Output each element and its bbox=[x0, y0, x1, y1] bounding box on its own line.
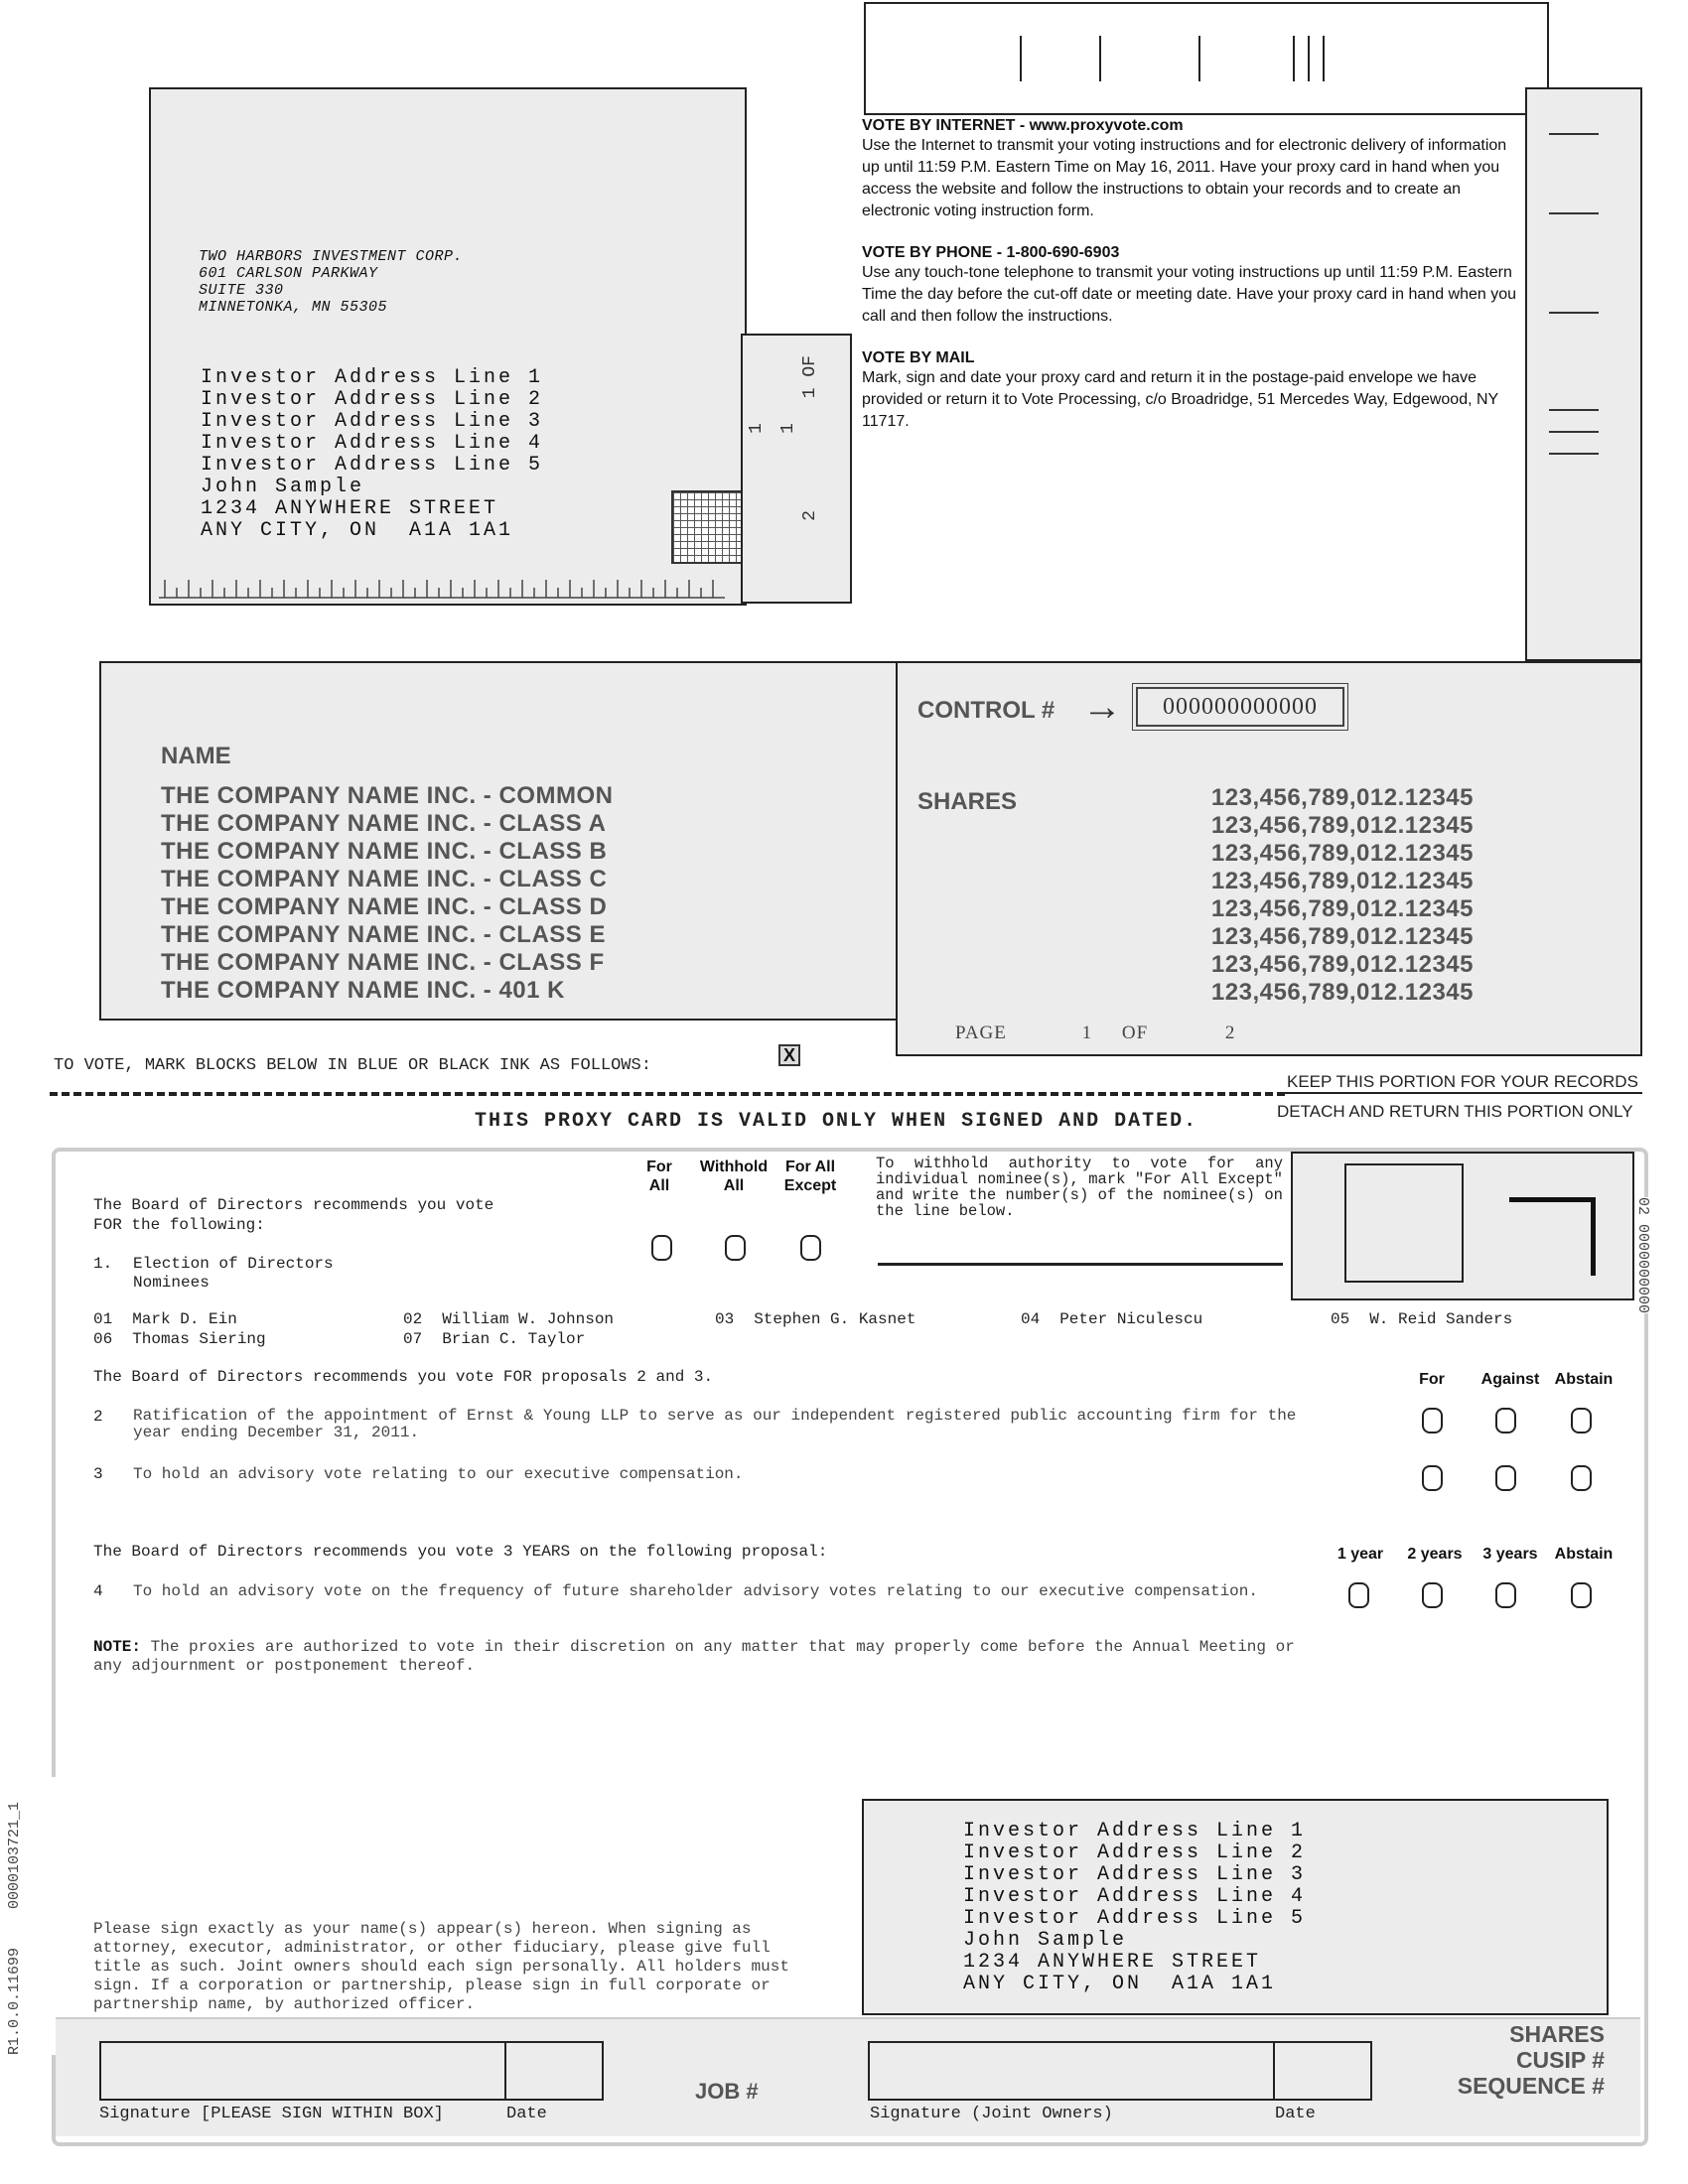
shares-label: SHARES bbox=[917, 788, 1018, 815]
nominee-number: 05 bbox=[1331, 1310, 1350, 1328]
board-rec-2: The Board of Directors recommends you vote FOR proposals 2 and 3. bbox=[93, 1368, 714, 1386]
barcode-bar bbox=[1198, 36, 1200, 81]
nominee-number: 03 bbox=[715, 1310, 735, 1328]
note-line: any adjournment or postponement thereof. bbox=[93, 1657, 476, 1675]
investor-address-line: John Sample bbox=[201, 476, 365, 498]
header-for-all bbox=[632, 1158, 687, 1195]
note bbox=[93, 1638, 1295, 1676]
page-indicator bbox=[955, 1023, 1235, 1044]
company-name: THE COMPANY NAME INC. - COMMON bbox=[161, 782, 614, 809]
item4-text: To hold an advisory vote on the frequency of future shareholder advisory votes relating to our executive compensation. bbox=[133, 1582, 1258, 1600]
for-all-except-checkbox[interactable] bbox=[800, 1235, 821, 1261]
page-label: PAGE bbox=[955, 1023, 1007, 1043]
joint-date-box[interactable] bbox=[1273, 2041, 1372, 2101]
cut-line-solid bbox=[1285, 1092, 1642, 1094]
nominee bbox=[93, 1330, 266, 1348]
company-name: THE COMPANY NAME INC. - CLASS A bbox=[161, 810, 607, 837]
company-name: THE COMPANY NAME INC. - CLASS B bbox=[161, 838, 608, 865]
page-marker-value: 1 bbox=[747, 423, 767, 434]
company-name: THE COMPANY NAME INC. - CLASS D bbox=[161, 893, 608, 920]
nominee bbox=[403, 1310, 614, 1328]
share-value: 123,456,789,012.12345 bbox=[1210, 784, 1474, 811]
datamatrix-grid bbox=[671, 490, 745, 564]
page-marker-text bbox=[747, 423, 767, 434]
company-list bbox=[161, 782, 613, 1005]
company-address bbox=[199, 248, 463, 316]
page-marker-text bbox=[800, 510, 820, 521]
nominee-name: Peter Niculescu bbox=[1059, 1310, 1203, 1328]
header-line: All bbox=[723, 1177, 745, 1194]
item2-number: 2 bbox=[93, 1408, 103, 1426]
left-code-1: R1.0.0.11699 bbox=[6, 1947, 23, 2055]
board-rec-line: FOR the following: bbox=[93, 1216, 265, 1234]
voting-instructions bbox=[862, 117, 1521, 455]
bottom-address-panel bbox=[862, 1799, 1609, 2015]
share-value: 123,456,789,012.12345 bbox=[1210, 812, 1474, 839]
barcode-bar bbox=[1020, 36, 1022, 81]
page-marker-box bbox=[741, 334, 852, 604]
investor-address-line: Investor Address Line 5 bbox=[201, 454, 544, 477]
date-label: Date bbox=[506, 2105, 547, 2123]
investor-address-line: Investor Address Line 1 bbox=[201, 366, 544, 389]
strip-mark bbox=[1549, 212, 1599, 214]
shares-list bbox=[1205, 784, 1474, 1007]
header-for: For bbox=[1419, 1371, 1445, 1388]
strip-mark bbox=[1549, 133, 1599, 135]
item4-2-years-checkbox[interactable] bbox=[1422, 1582, 1443, 1608]
share-value: 123,456,789,012.12345 bbox=[1210, 979, 1474, 1006]
scan-square bbox=[1344, 1163, 1464, 1283]
header-for-all-except bbox=[774, 1158, 846, 1195]
page-marker-text bbox=[800, 355, 820, 398]
nominee bbox=[93, 1310, 237, 1328]
investor-address bbox=[201, 367, 543, 542]
side-strip bbox=[1525, 87, 1642, 661]
arrow-icon: → bbox=[1082, 685, 1122, 729]
cut-line bbox=[50, 1092, 1285, 1096]
control-label: CONTROL # bbox=[917, 697, 1055, 724]
item1-number: 1. bbox=[93, 1255, 113, 1273]
barcode-bar bbox=[1323, 36, 1325, 81]
investor-address-line: 1234 ANYWHERE STREET bbox=[201, 497, 499, 520]
right-vertical-code: 02 0000000000 bbox=[1634, 1197, 1651, 1314]
shares-ref-label: SHARES bbox=[1509, 2021, 1605, 2047]
nominee-name: Mark D. Ein bbox=[132, 1310, 237, 1328]
mark-example-box: X bbox=[778, 1044, 800, 1066]
company-name: THE COMPANY NAME INC. - CLASS C bbox=[161, 866, 608, 892]
control-panel bbox=[896, 661, 1642, 1056]
barcode-bar bbox=[1293, 36, 1295, 81]
strip-mark bbox=[1549, 409, 1599, 411]
item4-3-years-checkbox[interactable] bbox=[1495, 1582, 1516, 1608]
nominee-name: William W. Johnson bbox=[442, 1310, 615, 1328]
header-withhold-all bbox=[689, 1158, 778, 1195]
investor-address-panel bbox=[149, 334, 747, 606]
vote-internet-heading: VOTE BY INTERNET - www.proxyvote.com bbox=[862, 117, 1184, 134]
ruler-marks bbox=[159, 572, 725, 600]
joint-signature-label: Signature (Joint Owners) bbox=[870, 2105, 1113, 2123]
vote-mail-text: Mark, sign and date your proxy card and return it in the postage-paid envelope we have provided or return it to Vote Processing, c/o Broadridge, 51 Mercedes Way, Edgewood, NY 11717. bbox=[862, 369, 1498, 430]
sign-line: sign. If a corporation or partnership, please sign in full corporate or bbox=[93, 1977, 771, 1994]
page-number: 1 bbox=[1081, 1023, 1093, 1043]
withhold-all-checkbox[interactable] bbox=[725, 1235, 746, 1261]
header-line: Except bbox=[783, 1177, 837, 1194]
nominee-name: Thomas Siering bbox=[132, 1330, 266, 1348]
mark-instruction: TO VOTE, MARK BLOCKS BELOW IN BLUE OR BLACK INK AS FOLLOWS: bbox=[54, 1056, 651, 1075]
left-vertical-code bbox=[6, 1777, 60, 2055]
company-address-line: TWO HARBORS INVESTMENT CORP. bbox=[199, 248, 464, 265]
job-label: JOB # bbox=[695, 2079, 759, 2104]
sign-line: Please sign exactly as your name(s) appear(s) hereon. When signing as bbox=[93, 1920, 752, 1938]
page-marker-value: 2 bbox=[800, 510, 820, 521]
cusip-ref-label: CUSIP # bbox=[1515, 2047, 1605, 2073]
vote-mail-heading: VOTE BY MAIL bbox=[862, 349, 975, 366]
valid-only-text: THIS PROXY CARD IS VALID ONLY WHEN SIGNED AND DATED. bbox=[475, 1110, 1198, 1133]
strip-mark bbox=[1549, 431, 1599, 433]
board-rec-3: The Board of Directors recommends you vote 3 YEARS on the following proposal: bbox=[93, 1543, 828, 1561]
barcode-bar bbox=[1308, 36, 1310, 81]
nominee bbox=[403, 1330, 585, 1348]
signature-box[interactable] bbox=[99, 2041, 506, 2101]
note-line bbox=[93, 1638, 1295, 1657]
nominee bbox=[1021, 1310, 1202, 1328]
name-panel bbox=[99, 661, 900, 1021]
reference-labels bbox=[1410, 2021, 1605, 2099]
strip-mark bbox=[1549, 453, 1599, 455]
barcode-box bbox=[864, 2, 1549, 115]
nominee-name: Brian C. Taylor bbox=[442, 1330, 586, 1348]
header-line: For bbox=[646, 1159, 672, 1175]
item2-abstain-checkbox[interactable] bbox=[1571, 1408, 1592, 1433]
item4-number: 4 bbox=[93, 1582, 103, 1600]
sign-line: attorney, executor, administrator, or other fiduciary, please give full bbox=[93, 1939, 771, 1957]
item2-line: year ending December 31, 2011. bbox=[133, 1424, 420, 1441]
investor-address-line: 1234 ANYWHERE STREET bbox=[963, 1951, 1262, 1974]
header-abstain: Abstain bbox=[1554, 1371, 1614, 1388]
share-value: 123,456,789,012.12345 bbox=[1210, 923, 1474, 950]
joint-date-label: Date bbox=[1275, 2105, 1316, 2123]
investor-address-line: ANY CITY, ON A1A 1A1 bbox=[201, 519, 514, 542]
nominee bbox=[715, 1310, 915, 1328]
header-abstain-2: Abstain bbox=[1554, 1546, 1614, 1563]
nominee bbox=[1331, 1310, 1512, 1328]
investor-address-line: Investor Address Line 4 bbox=[963, 1885, 1307, 1908]
share-value: 123,456,789,012.12345 bbox=[1210, 951, 1474, 978]
sign-instruction bbox=[93, 1920, 789, 2014]
note-label: NOTE: bbox=[93, 1638, 142, 1656]
header-line: All bbox=[648, 1177, 670, 1194]
page-marker-text bbox=[778, 423, 798, 434]
company-name: THE COMPANY NAME INC. - CLASS E bbox=[161, 921, 606, 948]
sign-line: partnership name, by authorized officer. bbox=[93, 1995, 476, 2013]
board-rec-line: The Board of Directors recommends you vote bbox=[93, 1196, 494, 1214]
barcode-bar bbox=[1099, 36, 1101, 81]
company-address-line: SUITE 330 bbox=[199, 282, 284, 299]
for-all-checkbox[interactable] bbox=[651, 1235, 672, 1261]
share-value: 123,456,789,012.12345 bbox=[1210, 868, 1474, 894]
nominee-name: Stephen G. Kasnet bbox=[754, 1310, 916, 1328]
of-label: OF bbox=[1121, 1023, 1149, 1043]
scan-mark-box bbox=[1291, 1152, 1634, 1300]
header-line: For All bbox=[784, 1159, 836, 1175]
vote-internet-text: Use the Internet to transmit your voting instructions and for electronic delivery of information up until 11:59 P.M. Eastern Time on May 16, 2011. Have your proxy card in hand when you access the website and follow the instructions to obtain your records and to create an electronic voting instruction form. bbox=[862, 137, 1507, 219]
item3-abstain-checkbox[interactable] bbox=[1571, 1465, 1592, 1491]
company-address-line: 601 CARLSON PARKWAY bbox=[199, 265, 378, 282]
bottom-investor-address bbox=[963, 1821, 1306, 1995]
company-name: THE COMPANY NAME INC. - CLASS F bbox=[161, 949, 605, 976]
nominee-number: 04 bbox=[1021, 1310, 1041, 1328]
item1-subtitle: Nominees bbox=[133, 1274, 210, 1292]
detach-portion-text: DETACH AND RETURN THIS PORTION ONLY bbox=[1277, 1102, 1633, 1121]
corner-mark bbox=[1509, 1197, 1596, 1276]
investor-address-line: ANY CITY, ON A1A 1A1 bbox=[963, 1973, 1277, 1995]
item4-abstain-checkbox[interactable] bbox=[1571, 1582, 1592, 1608]
header-3-years: 3 years bbox=[1482, 1546, 1538, 1563]
item2-for-checkbox[interactable] bbox=[1422, 1408, 1443, 1433]
share-value: 123,456,789,012.12345 bbox=[1210, 840, 1474, 867]
keep-portion-text: KEEP THIS PORTION FOR YOUR RECORDS bbox=[1287, 1072, 1638, 1091]
investor-address-line: Investor Address Line 3 bbox=[963, 1863, 1307, 1886]
investor-address-line: Investor Address Line 2 bbox=[201, 388, 544, 411]
nominee-name: W. Reid Sanders bbox=[1369, 1310, 1513, 1328]
investor-address-line: Investor Address Line 3 bbox=[201, 410, 544, 433]
control-number: 000000000000 bbox=[1136, 687, 1344, 727]
investor-address-line: Investor Address Line 5 bbox=[963, 1907, 1307, 1930]
strip-mark bbox=[1549, 312, 1599, 314]
page-marker-value: 1 bbox=[778, 423, 798, 434]
page-total: 2 bbox=[1224, 1023, 1236, 1043]
item2-against-checkbox[interactable] bbox=[1495, 1408, 1516, 1433]
vote-phone-heading: VOTE BY PHONE - 1-800-690-6903 bbox=[862, 244, 1120, 261]
sign-line: title as such. Joint owners should each sign personally. All holders must bbox=[93, 1958, 789, 1976]
name-label: NAME bbox=[161, 743, 231, 769]
item1-title: Election of Directors bbox=[133, 1255, 334, 1273]
left-code-2: 0000103721_1 bbox=[6, 1801, 23, 1909]
nominee-write-line[interactable] bbox=[878, 1263, 1283, 1266]
investor-address-line: Investor Address Line 2 bbox=[963, 1842, 1307, 1864]
page-marker-label: 1 OF bbox=[800, 355, 820, 399]
share-value: 123,456,789,012.12345 bbox=[1210, 895, 1474, 922]
joint-signature-box[interactable] bbox=[868, 2041, 1275, 2101]
item3-text: To hold an advisory vote relating to our executive compensation. bbox=[133, 1465, 744, 1483]
nominee-number: 02 bbox=[403, 1310, 423, 1328]
board-rec-1 bbox=[93, 1195, 493, 1235]
investor-address-line: Investor Address Line 1 bbox=[963, 1820, 1307, 1843]
company-name: THE COMPANY NAME INC. - 401 K bbox=[161, 977, 565, 1004]
date-box[interactable] bbox=[504, 2041, 604, 2101]
item2-line: Ratification of the appointment of Ernst & Young LLP to serve as our independent registered public accounting firm for the bbox=[133, 1407, 1297, 1425]
vote-phone-text: Use any touch-tone telephone to transmit your voting instructions up until 11:59 P.M. Eastern Time the day before the cut-off date or meeting date. Have your proxy card in hand when you call and then follow the instructions. bbox=[862, 264, 1517, 325]
item3-for-checkbox[interactable] bbox=[1422, 1465, 1443, 1491]
investor-address-line: John Sample bbox=[963, 1929, 1128, 1952]
investor-address-line: Investor Address Line 4 bbox=[201, 432, 544, 455]
withhold-instruction: To withhold authority to vote for any individual nominee(s), mark "For All Except" and write the number(s) of the nominee(s) on the line below. bbox=[876, 1155, 1283, 1220]
nominee-number: 06 bbox=[93, 1330, 113, 1348]
nominee-number: 07 bbox=[403, 1330, 423, 1348]
note-text: The proxies are authorized to vote in their discretion on any matter that may properly come before the Annual Meeting or bbox=[141, 1638, 1295, 1656]
header-2-years: 2 years bbox=[1407, 1546, 1463, 1563]
item4-1-year-checkbox[interactable] bbox=[1348, 1582, 1369, 1608]
signature-label: Signature [PLEASE SIGN WITHIN BOX] bbox=[99, 2105, 444, 2123]
sequence-ref-label: SEQUENCE # bbox=[1457, 2073, 1605, 2099]
company-address-line: MINNETONKA, MN 55305 bbox=[199, 299, 388, 316]
company-address-panel bbox=[149, 87, 747, 338]
nominee-number: 01 bbox=[93, 1310, 113, 1328]
header-line: Withhold bbox=[699, 1159, 769, 1175]
item2-text bbox=[133, 1408, 1296, 1441]
header-1-year: 1 year bbox=[1336, 1546, 1384, 1563]
header-against: Against bbox=[1480, 1371, 1540, 1388]
item3-number: 3 bbox=[93, 1465, 103, 1483]
item3-against-checkbox[interactable] bbox=[1495, 1465, 1516, 1491]
